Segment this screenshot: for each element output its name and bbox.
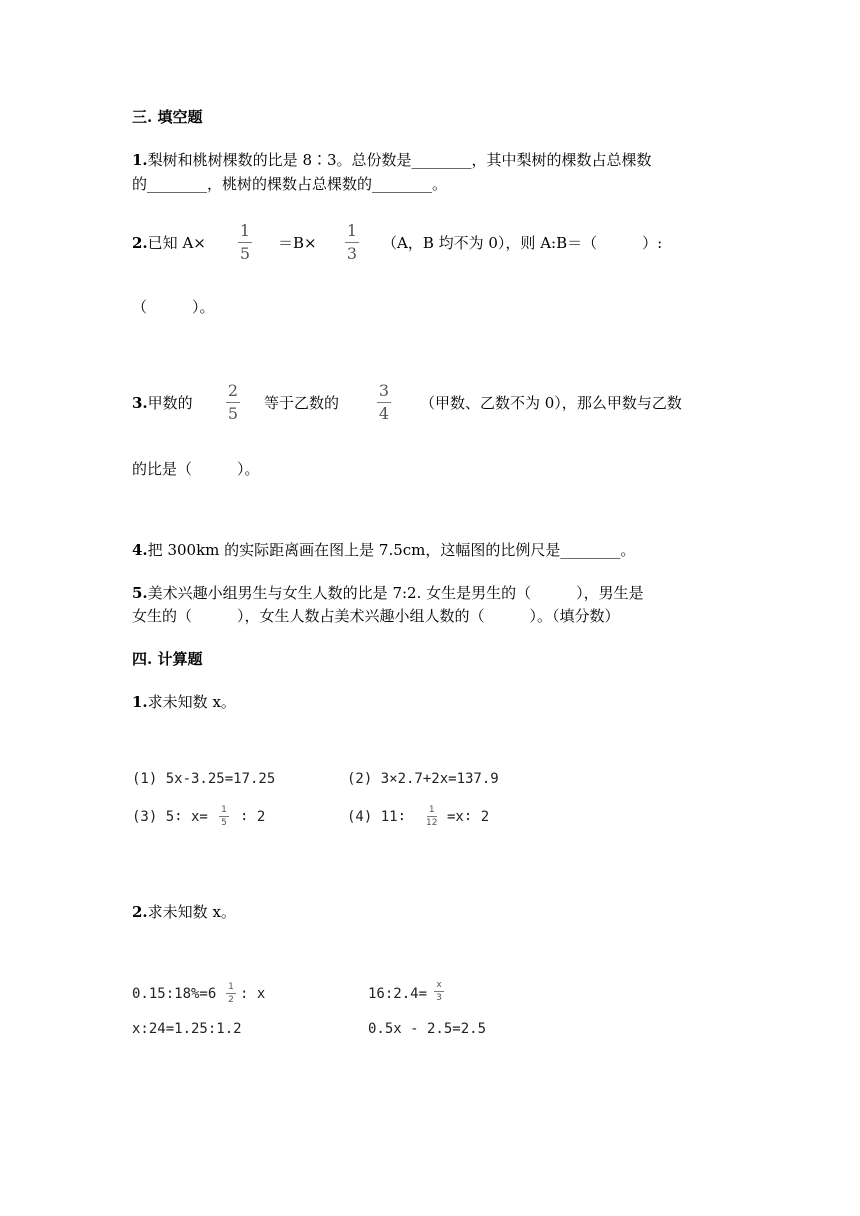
equation-2: (2) 3×2.7+2x=137.9	[347, 771, 499, 787]
equation-7: x:24=1.25:1.2	[132, 1021, 242, 1037]
question-1-line-1	[132, 149, 652, 170]
equation-3-post: ∶ 2	[240, 809, 266, 825]
question-number: 5.	[132, 584, 148, 602]
question-text-mid: 等于乙数的	[264, 394, 340, 412]
question-text-post: （A，B 均不为 0），则 A:B＝（ ）:	[382, 234, 663, 252]
question-number: 1.	[132, 693, 148, 711]
question-1-line-2: 的________，桃树的棵数占总棵数的________。	[132, 175, 448, 193]
numerator: 3	[378, 381, 390, 400]
question-number: 2.	[132, 903, 148, 921]
fraction-bar	[238, 242, 252, 243]
calc-question-2	[132, 901, 236, 922]
question-4	[132, 539, 635, 560]
section-title-fill-blank: 三. 填空题	[132, 108, 203, 126]
numerator: 1	[239, 221, 251, 240]
question-number: 2.	[132, 234, 148, 252]
fraction-three-quarters	[377, 382, 391, 423]
fraction-bar	[226, 402, 240, 403]
question-text: 把 300km 的实际距离画在图上是 7.5cm，这幅图的比例尺是________。	[147, 541, 636, 559]
question-number: 3.	[132, 394, 148, 412]
fraction-two-fifths	[226, 382, 240, 423]
denominator: 5	[239, 244, 251, 263]
calc-question-1	[132, 691, 236, 712]
denominator: 5	[227, 404, 239, 423]
equation-6-pre: 16:2.4=	[368, 986, 428, 1002]
fraction-bar	[427, 816, 437, 817]
question-2-line-2: （ ）。	[132, 298, 215, 316]
equation-3-pre: (3) 5∶ x=	[132, 809, 208, 825]
numerator: 1	[428, 805, 435, 815]
numerator: x	[436, 980, 442, 990]
question-5-line-1	[132, 582, 644, 603]
numerator: 1	[228, 982, 234, 992]
fraction-bar	[345, 242, 359, 243]
numerator: 1	[346, 221, 358, 240]
fraction-bar	[226, 993, 236, 994]
question-text-post: （甲数、乙数不为 0），那么甲数与乙数	[420, 394, 682, 412]
question-3-line-2: 的比是（ ）。	[132, 460, 260, 478]
fraction-one-third	[345, 222, 359, 263]
numerator: 2	[227, 381, 239, 400]
fraction-bar	[377, 402, 391, 403]
denominator: 5	[221, 818, 227, 828]
fraction-x-over-three-small	[434, 980, 444, 1003]
fraction-one-twelfth-small	[426, 805, 437, 828]
numerator: 1	[221, 805, 227, 815]
fraction-bar	[434, 991, 444, 992]
equation-4-post: =x∶ 2	[447, 809, 490, 825]
question-3-line-1	[132, 392, 193, 413]
section-title-calculation: 四. 计算题	[132, 650, 203, 668]
denominator: 12	[426, 818, 438, 828]
equation-5-pre: 0.15:18%=6	[132, 986, 217, 1002]
question-2-line-1	[132, 232, 206, 253]
question-text-mid: ＝B×	[278, 234, 317, 252]
denominator: 2	[228, 995, 234, 1005]
fraction-one-fifth-small	[219, 805, 229, 828]
question-text-pre: 已知 A×	[147, 234, 206, 252]
question-number: 1.	[132, 151, 148, 169]
equation-8: 0.5x - 2.5=2.5	[368, 1021, 487, 1037]
question-text-pre: 甲数的	[147, 394, 193, 412]
equation-4-pre: (4) 11∶	[347, 809, 407, 825]
question-number: 4.	[132, 541, 148, 559]
equation-5-post: : x	[240, 986, 266, 1002]
fraction-one-fifth	[238, 222, 252, 263]
fraction-bar	[219, 816, 229, 817]
question-text: 求未知数 x。	[147, 903, 236, 921]
question-text: 梨树和桃树棵数的比是 8∶3。总份数是________，其中梨树的棵数占总棵数	[147, 151, 652, 169]
fraction-one-half-small	[226, 982, 236, 1005]
denominator: 3	[436, 993, 442, 1003]
denominator: 3	[346, 244, 358, 263]
denominator: 4	[378, 404, 390, 423]
equation-1: (1) 5x-3.25=17.25	[132, 771, 276, 787]
question-text: 美术兴趣小组男生与女生人数的比是 7:2. 女生是男生的（ ），男生是	[147, 584, 644, 602]
question-text: 求未知数 x。	[147, 693, 236, 711]
question-5-line-2: 女生的（ ），女生人数占美术兴趣小组人数的（ ）。（填分数）	[132, 607, 620, 625]
